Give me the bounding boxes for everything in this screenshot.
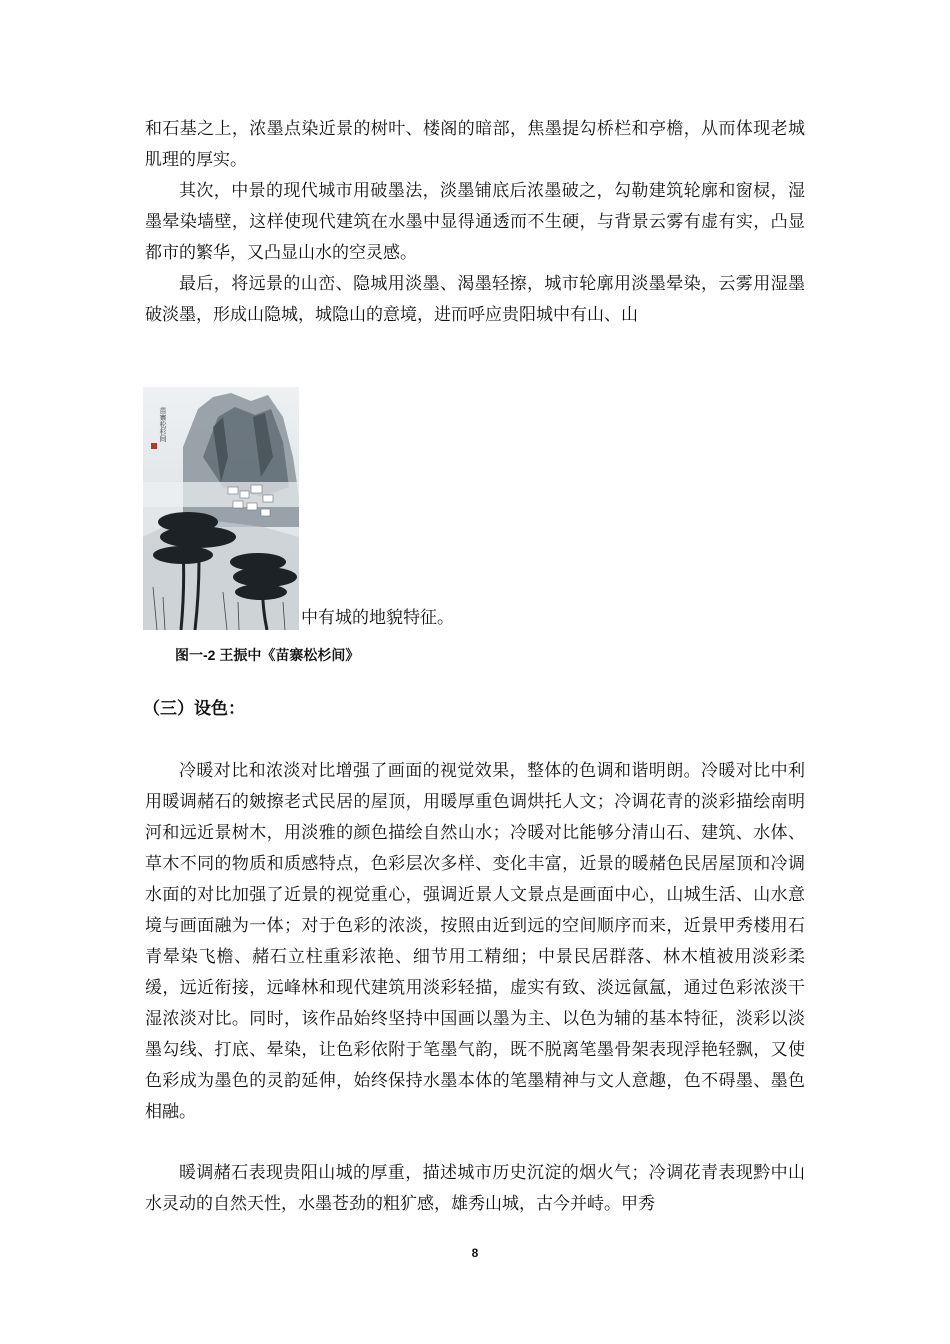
paragraph-third: 最后，将远景的山峦、隐城用淡墨、渴墨轻擦，城市轮廓用淡墨晕染，云雾用湿墨破淡墨，形成山隐城，城隐山的意境，进而呼应贵阳城中有山、山 [145,274,805,325]
page-number: 8 [471,1246,479,1260]
paragraph-warm-cool: 暖调赭石表现贵阳山城的厚重，描述城市历史沉淀的烟火气；冷调花青表现黔中山水灵动的自然天性，水墨苍劲的粗犷感，雄秀山城，古今并峙。甲秀 [145,1163,805,1214]
paragraph-color-contrast: 冷暖对比和浓淡对比增强了画面的视觉效果，整体的色调和谐明朗。冷暖对比中利用暖调赭石的皴擦老式民居的屋顶，用暖厚重色调烘托人文；冷调花青的淡彩描绘南明河和远近景树木，用淡雅的颜色描绘自然山水；冷暖对比能够分清山石、建筑、水体、草木不同的物质和质感特点，色彩层次多样、变化丰富，近景的暖赭色民居屋顶和冷调水面的对比加强了近景的视觉重心，强调近景人文景点是画面中心，山城生活、山水意境与画面融为一体；对于色彩的浓淡，按照由近到远的空间顺序而来，近景甲秀楼用石青晕染飞檐、赭石立柱重彩浓艳、细节用工精细；中景民居群落、林木植被用淡彩柔缓，远近衔接，远峰林和现代建筑用淡彩轻描，虚实有致、淡远氤氲，通过色彩浓淡干湿浓淡对比。同时，该作品始终坚持中国画以墨为主、以色为辅的基本特征，淡彩以淡墨勾线、打底、晕染，让色彩依附于笔墨气韵，既不脱离笔墨骨架表现浮艳轻飘，又使色彩成为墨色的灵韵延伸，始终保持水墨本体的笔墨精神与文人意趣，色不碍墨、墨色相融。 [145,761,805,1122]
seal-stamp [151,443,157,449]
painting-image [143,387,299,630]
paragraph-second: 其次，中景的现代城市用破墨法，淡墨铺底后浓墨破之，勾勒建筑轮廓和窗棂，湿墨晕染墙壁，这样使现代建筑在水墨中显得通透而不生硬，与背景云雾有虚有实，凸显都市的繁华，又凸显山水的空灵感。 [145,181,805,263]
svg-text:苗寨松杉间: 苗寨松杉间 [159,407,167,442]
figure-trailing-text: 中有城的地貌特征。 [301,608,454,628]
figure-caption: 图一-2 王振中《苗寨松杉间》 [175,647,360,663]
painting-inscription [159,406,168,443]
paragraph-continued: 和石基之上，浓墨点染近景的树叶、楼阁的暗部，焦墨提勾桥栏和亭檐，从而体现老城肌理的厚实。 [145,119,805,170]
section-heading: （三）设色： [143,699,245,718]
